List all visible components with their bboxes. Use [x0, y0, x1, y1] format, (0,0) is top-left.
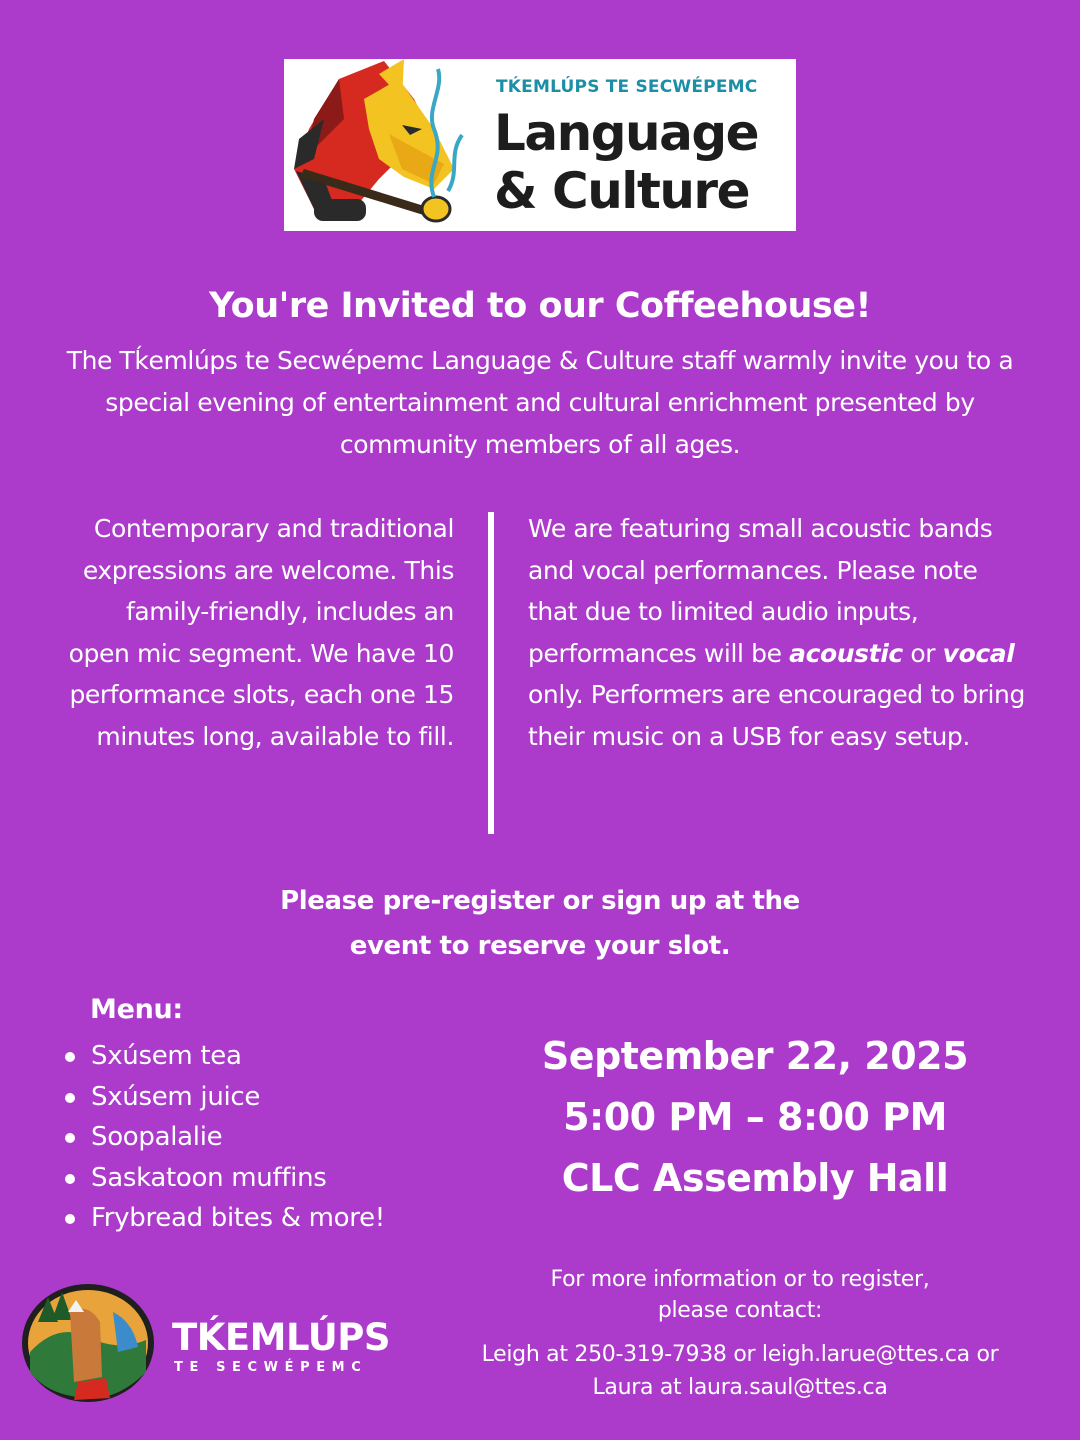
preregister-notice	[240, 879, 840, 969]
coyote-logo-icon	[284, 59, 484, 231]
preregister-line-1: Please pre-register or sign up at the	[280, 886, 800, 916]
menu-item: Frybread bites & more!	[62, 1198, 385, 1239]
event-venue: CLC Assembly Hall	[561, 1156, 949, 1200]
language-culture-logo	[284, 59, 796, 231]
footer-nation-name: TḰEMLÚPS	[172, 1316, 391, 1359]
menu-item: Sxúsem juice	[62, 1077, 385, 1118]
column-divider	[488, 512, 494, 834]
menu-item: Saskatoon muffins	[62, 1158, 385, 1199]
event-details	[500, 1026, 1010, 1209]
menu-list	[62, 1036, 385, 1239]
event-date: September 22, 2025	[541, 1034, 969, 1078]
emphasis-vocal: vocal	[942, 638, 1015, 668]
contact-leigh: Leigh at 250-319-7938 or leigh.larue@ttes.ca or	[481, 1342, 999, 1367]
contact-laura: Laura at laura.saul@ttes.ca	[592, 1375, 888, 1400]
tkemlups-emblem-icon	[18, 1282, 158, 1404]
performance-guidelines	[528, 508, 1028, 757]
menu-item: Sxúsem tea	[62, 1036, 385, 1077]
intro-paragraph: The Tḱemlúps te Secwépemc Language & Culture staff warmly invite you to a special evening of entertainment and cultural enrichment presented by community members of all ages.	[66, 346, 1014, 459]
guidelines-or: or	[910, 638, 936, 668]
page-title: You're Invited to our Coffeehouse!	[209, 286, 871, 326]
logo-title-culture: & Culture	[494, 162, 750, 220]
contact-intro-line-2: please contact:	[657, 1298, 823, 1323]
logo-nation-name: TḰEMLÚPS TE SECWÉPEMC	[496, 77, 758, 97]
logo-title-language: Language	[494, 104, 759, 162]
contact-intro	[470, 1264, 1010, 1326]
menu-item: Soopalalie	[62, 1117, 385, 1158]
guidelines-text-end: only. Performers are encouraged to bring their music on a USB for easy setup.	[528, 680, 1025, 751]
guidelines-text-start: We are featuring small acoustic bands and vocal performances. Please note that due to limited audio inputs, performances will be	[528, 514, 993, 668]
contact-intro-line-1: For more information or to register,	[550, 1267, 930, 1292]
contact-info	[440, 1338, 1040, 1404]
preregister-line-2: event to reserve your slot.	[349, 931, 731, 961]
menu-title: Menu:	[90, 994, 183, 1025]
footer-nation-subtitle: TE SECWÉPEMC	[174, 1360, 368, 1375]
performance-details: Contemporary and traditional expressions are welcome. This family-friendly, includes an open mic segment. We have 10 performance slots, each one 15 minutes long, available to fill.	[68, 514, 454, 751]
emphasis-acoustic: acoustic	[789, 638, 903, 668]
event-time: 5:00 PM – 8:00 PM	[563, 1095, 947, 1139]
